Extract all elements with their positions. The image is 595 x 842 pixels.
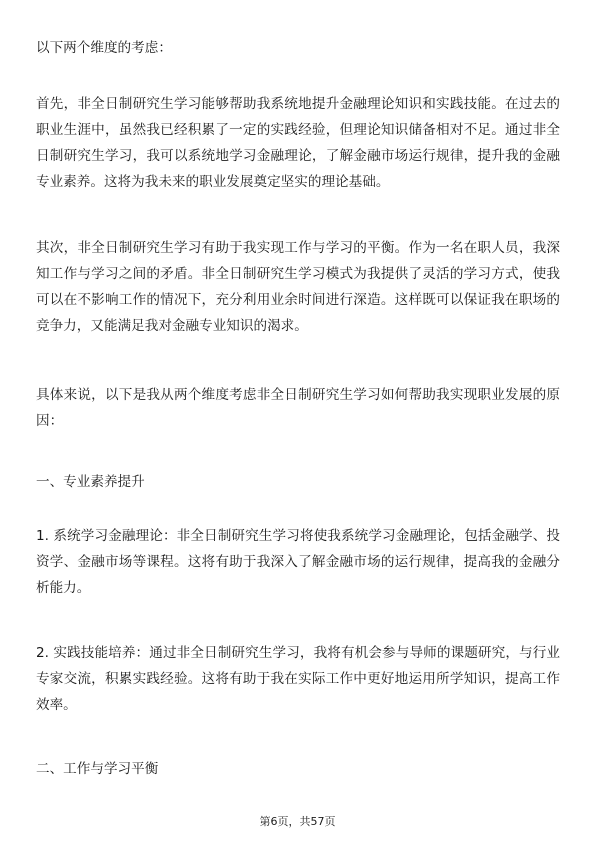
section-heading-1: 一、专业素养提升 <box>36 474 145 490</box>
section-heading-2: 二、工作与学习平衡 <box>36 761 159 777</box>
paragraph-second: 其次，非全日制研究生学习有助于我实现工作与学习的平衡。作为一名在职人员，我深知工作与学习之间的矛盾。非全日制研究生学习模式为我提供了灵活的学习方式，使我可以在不影响工作的情况下，充分利用业余时间进行深造。这样既可以保证我在职场的竞争力，又能满足我对金融专业知识的渴求。 <box>36 240 560 334</box>
list-item-1: 1. 系统学习金融理论：非全日制研究生学习将使我系统学习金融理论，包括金融学、投资学、金融市场等课程。这将有助于我深入了解金融市场的运行规律，提高我的金融分析能力。 <box>36 528 560 596</box>
intro-line: 以下两个维度的考虑： <box>36 40 172 56</box>
paragraph-first: 首先，非全日制研究生学习能够帮助我系统地提升金融理论知识和实践技能。在过去的职业生涯中，虽然我已经积累了一定的实践经验，但理论知识储备相对不足。通过非全日制研究生学习，我可以系统地学习金融理论，了解金融市场运行规律，提升我的金融专业素养。这将为我未来的职业发展奠定坚实的理论基础。 <box>36 96 560 190</box>
paragraph-specific: 具体来说，以下是我从两个维度考虑非全日制研究生学习如何帮助我实现职业发展的原因： <box>36 387 560 429</box>
list-item-2: 2. 实践技能培养：通过非全日制研究生学习，我将有机会参与导师的课题研究，与行业专家交流，积累实践经验。这将有助于我在实际工作中更好地运用所学知识，提高工作效率。 <box>36 645 560 713</box>
page-number-footer: 第6页，共57页 <box>259 815 336 828</box>
